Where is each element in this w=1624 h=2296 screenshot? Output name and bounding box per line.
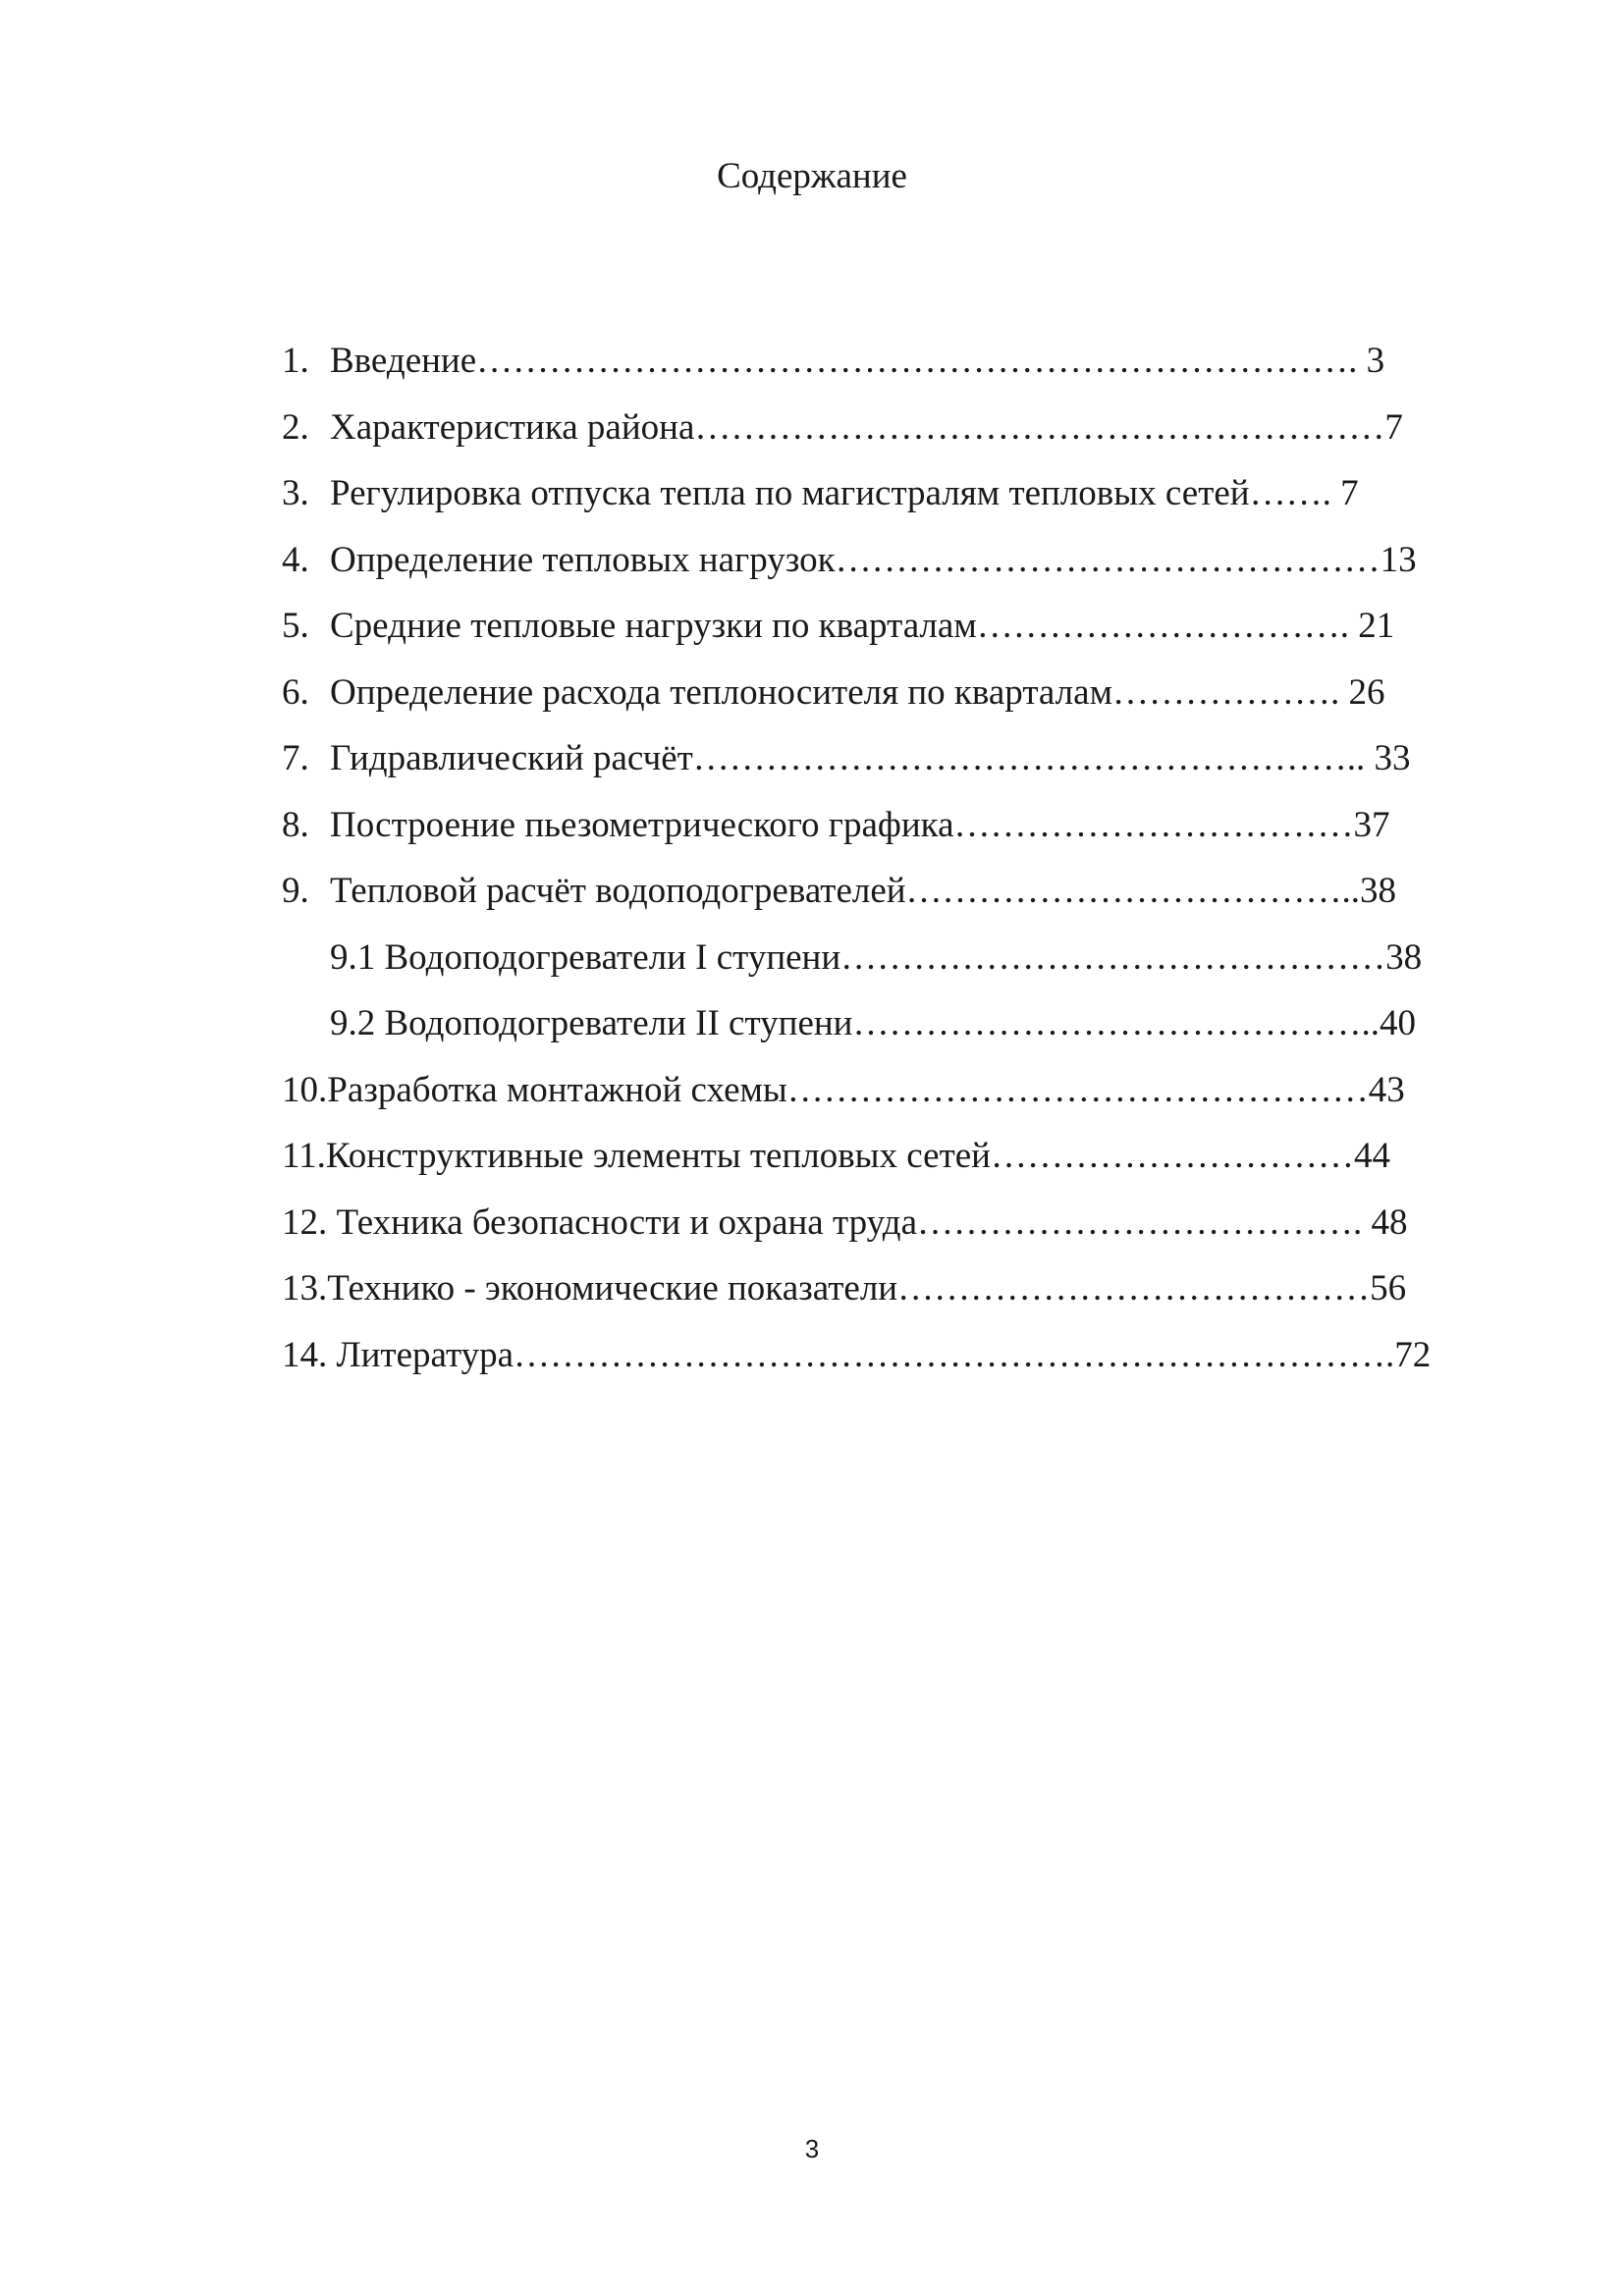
toc-item-title: Характеристика района…………………………………………………7	[330, 406, 1403, 448]
toc-item-13[interactable]	[0, 1264, 1624, 1331]
toc-item-6[interactable]	[0, 668, 1624, 735]
toc-item-title: 11.Конструктивные элементы тепловых сетей…………………………44	[282, 1136, 1390, 1176]
toc-item-title: Введение………………………………………………………………. 3	[330, 341, 1385, 381]
toc-item-title: Построение пьезометрического графика……………………………37	[330, 804, 1390, 845]
toc-item-title: 12. Техника безопасности и охрана труда………………………………. 48	[282, 1201, 1408, 1243]
toc-item-title: Гидравлический расчёт……………………………………………….. 33	[330, 738, 1411, 778]
toc-subitem-title: 9.1 Водоподогреватели I ступени………………………………………38	[330, 936, 1423, 978]
toc-item-number: 2.	[282, 406, 309, 448]
toc-subitem-title: 9.2 Водоподогреватели II ступени……………………………………..40	[330, 1003, 1416, 1043]
toc-item-2[interactable]	[0, 403, 1624, 470]
toc-item-title: Определение расхода теплоносителя по кварталам………………. 26	[330, 671, 1385, 713]
toc-item-3[interactable]	[0, 469, 1624, 536]
toc-item-9-1[interactable]	[0, 934, 1624, 1000]
toc-item-number: 6.	[282, 671, 309, 713]
toc-item-7[interactable]	[0, 734, 1624, 801]
toc-item-title: Тепловой расчёт водоподогревателей………………………………..38	[330, 871, 1397, 911]
toc-item-title: 14. Литература……………………………………………………………….72	[282, 1334, 1432, 1375]
toc-item-9[interactable]	[0, 867, 1624, 934]
toc-item-title: 13.Технико - экономические показатели…………………………………56	[282, 1268, 1407, 1308]
toc-item-title: Регулировка отпуска тепла по магистралям тепловых сетей……. 7	[330, 473, 1359, 513]
toc-item-title: 10.Разработка монтажной схемы…………………………………………43	[282, 1069, 1405, 1110]
page-title: Содержание	[717, 156, 907, 196]
toc-item-9-2[interactable]	[0, 999, 1624, 1066]
toc-item-12[interactable]	[0, 1199, 1624, 1265]
toc-item-8[interactable]	[0, 801, 1624, 868]
toc-item-number: 4.	[282, 539, 309, 580]
toc-item-title: Определение тепловых нагрузок………………………………………13	[330, 539, 1417, 580]
toc-item-10[interactable]	[0, 1066, 1624, 1133]
toc-item-11[interactable]	[0, 1132, 1624, 1199]
toc-item-number: 5.	[282, 606, 309, 646]
toc-item-number: 1.	[282, 341, 309, 381]
table-of-contents	[0, 337, 1624, 1397]
page-number: 3	[804, 2134, 820, 2163]
toc-item-4[interactable]	[0, 536, 1624, 603]
toc-item-number: 9.	[282, 871, 309, 911]
toc-item-1[interactable]	[0, 337, 1624, 403]
toc-item-5[interactable]	[0, 602, 1624, 668]
toc-item-title: Средние тепловые нагрузки по кварталам…………………………. 21	[330, 606, 1395, 646]
toc-item-number: 7.	[282, 738, 309, 778]
toc-item-number: 3.	[282, 473, 309, 513]
toc-item-14[interactable]	[0, 1331, 1624, 1398]
toc-item-number: 8.	[282, 804, 309, 845]
